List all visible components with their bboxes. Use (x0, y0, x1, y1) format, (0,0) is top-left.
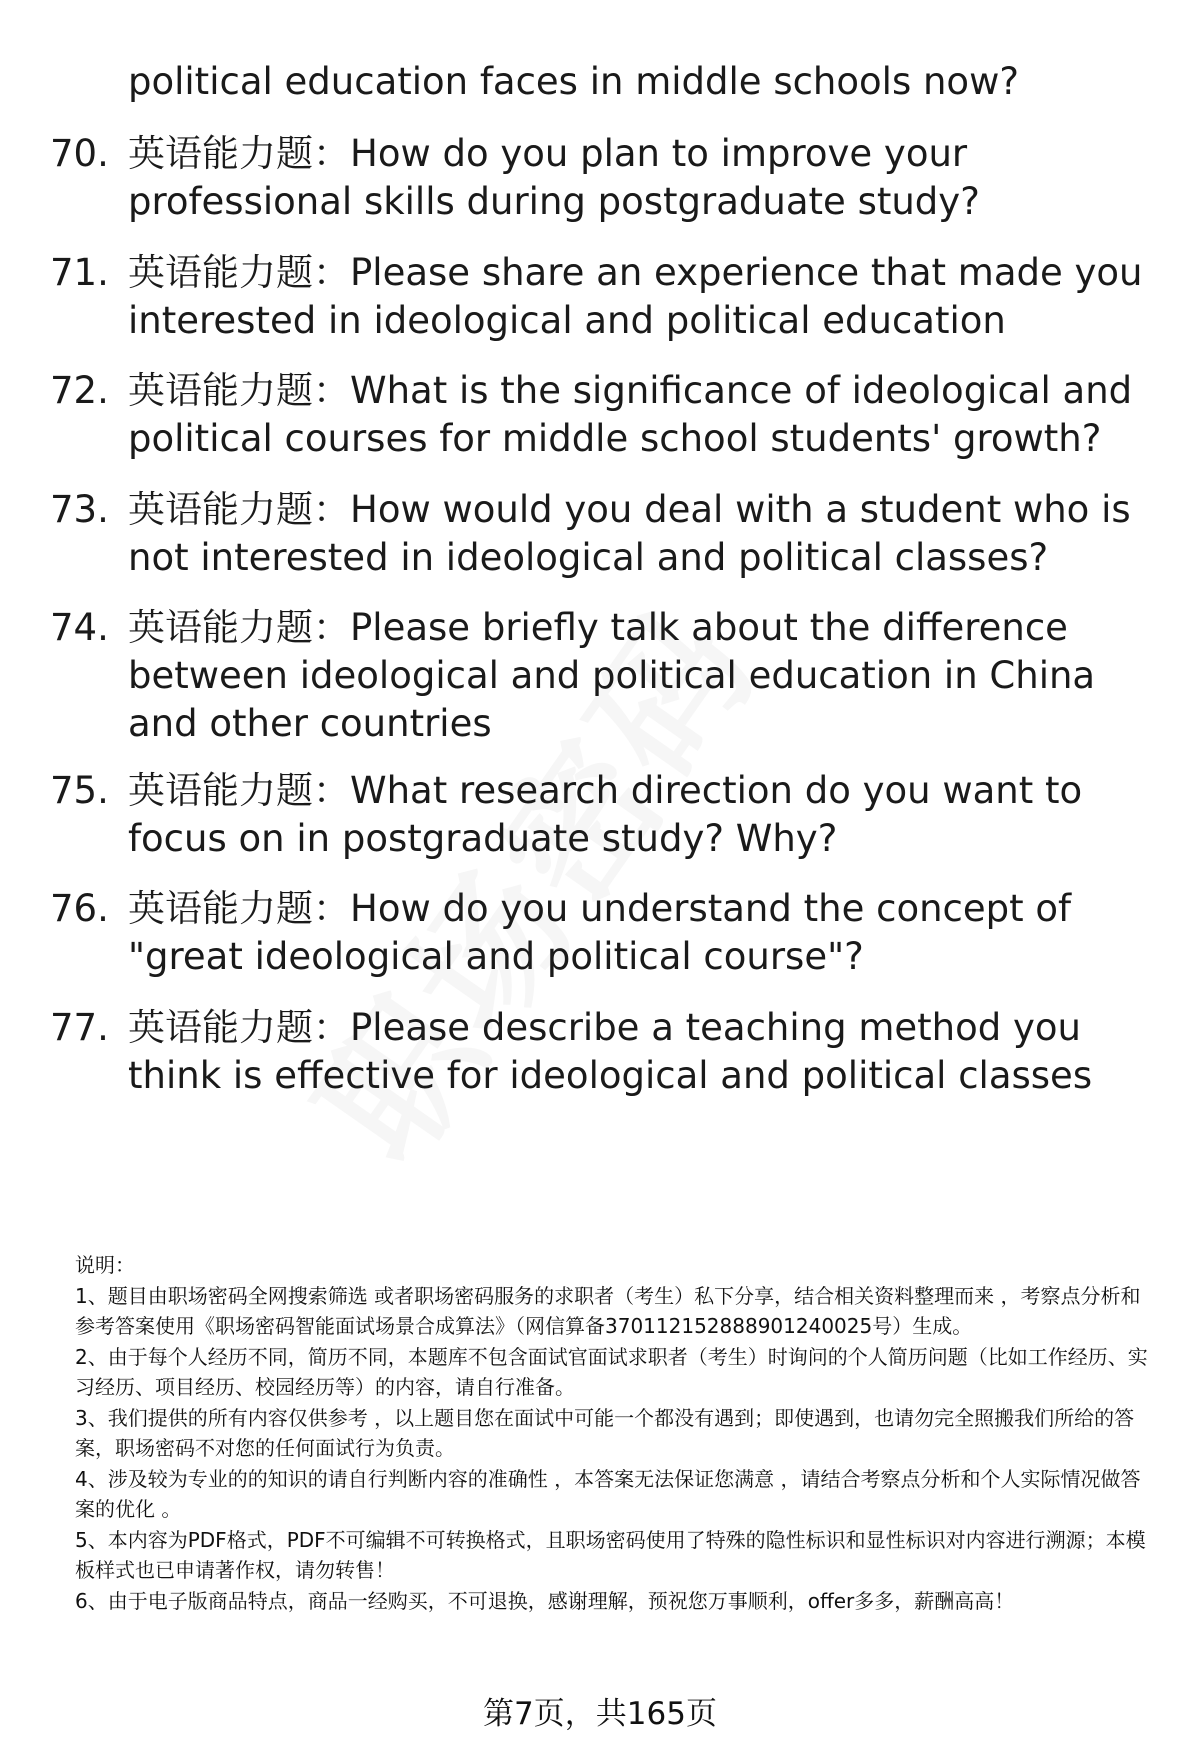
question-number: 76. (50, 887, 109, 930)
question-item (50, 486, 1160, 582)
question-text: 英语能力题：Please share an experience that made you interested in ideological and political education (128, 251, 1143, 342)
question-item (50, 885, 1160, 981)
question-number: 70. (50, 132, 109, 175)
question-item (50, 767, 1160, 863)
question-text: 英语能力题：How do you plan to improve your professional skills during postgraduate study? (128, 132, 980, 223)
notes-title: 说明： (75, 1253, 135, 1277)
question-item (50, 604, 1160, 748)
question-text: 英语能力题：How do you understand the concept of "great ideological and political course"? (128, 887, 1072, 978)
question-number: 75. (50, 769, 109, 812)
question-item (50, 249, 1160, 345)
question-item (50, 1004, 1160, 1100)
question-text: 英语能力题：What is the significance of ideological and political courses for middle school students' growth? (128, 369, 1133, 460)
question-number: 72. (50, 369, 109, 412)
question-continued-line: political education faces in middle schools now? (128, 60, 1019, 103)
notes-item: 6、由于电子版商品特点，商品一经购买，不可退换，感谢理解，预祝您万事顺利，offer多多，薪酬高高！ (75, 1588, 1015, 1613)
notes-item: 2、由于每个人经历不同，简历不同，本题库不包含面试官面试求职者（考生）时询问的个人简历问题（比如工作经历、实习经历、项目经历、校园经历等）的内容，请自行准备。 (75, 1344, 1148, 1399)
notes-item: 5、本内容为PDF格式，PDF不可编辑不可转换格式，且职场密码使用了特殊的隐性标识和显性标识对内容进行溯源；本模板样式也已申请著作权，请勿转售！ (75, 1527, 1146, 1582)
question-text: 英语能力题：Please briefly talk about the difference between ideological and political education in China and other countries (128, 606, 1096, 745)
question-number: 71. (50, 251, 109, 294)
notes-item: 3、我们提供的所有内容仅供参考 ，以上题目您在面试中可能一个都没有遇到；即使遇到，也请勿完全照搬我们所给的答案，职场密码不对您的任何面试行为负责。 (75, 1405, 1135, 1460)
notes-item: 4、涉及较为专业的的知识的请自行判断内容的准确性 ，本答案无法保证您满意 ，请结合考察点分析和个人实际情况做答案的优化 。 (75, 1466, 1141, 1521)
notes-section (75, 1250, 1160, 1616)
notes-item: 1、题目由职场密码全网搜索筛选 或者职场密码服务的求职者（考生）私下分享，结合相关资料整理而来 ，考察点分析和参考答案使用《职场密码智能面试场景合成算法》（网信算备370112152888901240025号）生成。 (75, 1283, 1141, 1338)
question-item (50, 367, 1160, 463)
question-number: 74. (50, 606, 109, 649)
question-text: 英语能力题：Please describe a teaching method you think is effective for ideological and political classes (128, 1006, 1093, 1097)
page-footer: 第7页，共165页 (483, 1696, 717, 1732)
question-text: 英语能力题：How would you deal with a student who is not interested in ideological and political classes? (128, 488, 1131, 579)
question-item (50, 130, 1160, 226)
question-number: 73. (50, 488, 109, 531)
question-number: 77. (50, 1006, 109, 1049)
question-text: 英语能力题：What research direction do you want to focus on in postgraduate study? Why? (128, 769, 1083, 860)
